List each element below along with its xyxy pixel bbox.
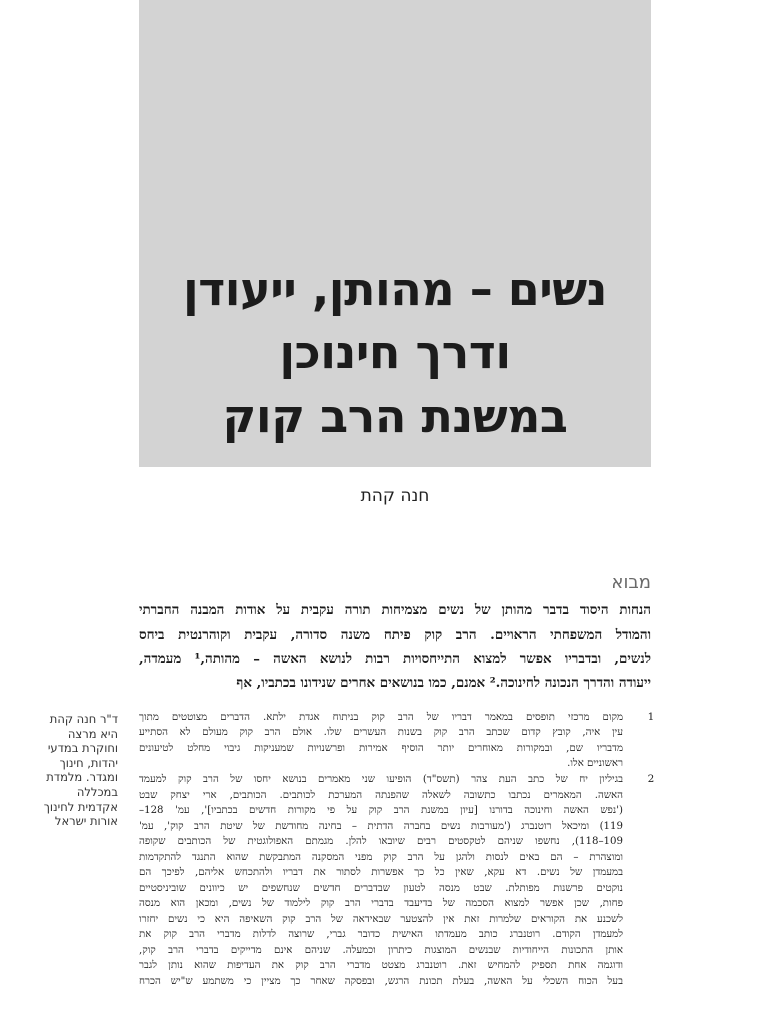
footnote-line: האשה. המאמרים נכתבו כתשובה לשאלה שהפנתה המערכת לכותבים. הכותבים, ארי יצחק שבט (139, 790, 623, 801)
article-title-line-1: נשים – מהותן, ייעודן (182, 262, 608, 316)
bio-line: אורות ישראל (54, 814, 118, 829)
footnote-line: ודוגמה אחת תספיק להמחיש זאת. רוטנברג מצטט מדברי הרב קוק את העדיפות שהוא נותן לגבר (139, 960, 623, 971)
footnote-line: ראשוניים אלו. (567, 758, 623, 769)
footnote-line: 119) ומיכאל רוטנברג ('מעורבות נשים בחברה הדתית – בחינה מחודשת של שיטת הרב קוק', עמ' (139, 821, 623, 832)
author-name: חנה קהת (360, 486, 430, 506)
body-text-line: והמודל המשפחתי הראויים. הרב קוק פיתח משנה סדורה, עקבית וקוהרנטית ביחס (139, 627, 651, 643)
article-title-line-2: ודרך חינוכן (279, 325, 511, 379)
footnote-line: בגיליון יח של כתב העת צהר (תשס"ד) הופיעו שני מאמרים בנושא יחסו של הרב קוק למעמד (139, 774, 623, 785)
footnote-line: פחות, שכן אפשר למצוא הסכמה של בדיעבד בדברי הרב קוק לילמוד של נשים, ומכאן הוא מנסה (139, 898, 623, 909)
footnote-line: מדבריו שם, ובמקורות מאוחרים יותר הוסיף אמירות ופרשנויות שמעניקות גיבוי מחלט לטיעונים (139, 743, 623, 754)
footnote-line: אותן התכונות הייחודיות שבנשים המוצגות כיתרון וכמעלה. שניהם אינם מדייקים בדברי הרב קוק, (139, 945, 623, 956)
footnote-line: ומוצהרת – הם באים לנסות ולהגן על הרב קוק מפני המסקנה המתבקשת שהוא התנגד להתקדמות (139, 852, 623, 863)
footnote-line: 109–118), נחשפו שניהם לטקסטים רבים שיובאו להלן. מגמתם האפולוגטית של הכותבים שקופה (139, 836, 623, 847)
bio-line: אקדמית לחינוך (43, 799, 118, 814)
body-text-line: ייעודה והדרך הנכונה לחינוכה.² אמנם, כמו בנושאים אחרים שנידונו בכתביו, אף (236, 675, 651, 691)
article-title-line-3: במשנת הרב קוק (222, 389, 568, 443)
bio-line: וחוקרת במדעי (47, 741, 118, 756)
footnote-line: למעמדן הקודם. רוטנברג כותב מעמדתו האישית כדובר גברי, שרוצה לדלות מדברי הרב קוק את (139, 929, 623, 940)
footnote-number: 1 (647, 711, 655, 723)
bio-line: ד"ר חנה קהת (49, 712, 118, 726)
footnote-number: 2 (647, 773, 655, 785)
author-bio-sidebar (34, 712, 118, 829)
footnote-line: במעמדן של נשים. דא עקא, שאין כל כך אפשרות לסתור את דבריו ולהתכחש אליהם, לפיכך הם (139, 867, 623, 878)
bio-line: היא מרצה (67, 726, 118, 741)
footnote-line: ('נפש האשה וחינוכה בדורנו [עיון במשנת הרב קוק על פי מקורות חדשים בכתביו]', עמ' 128– (139, 805, 623, 816)
footnote-line: מקום מרכזי תופסים במאמר דבריו של הרב קוק בניתוח אגדת ילתא. הדברים מצוטטים מתוך (139, 712, 623, 723)
body-text-line: לנשים, ובדבריו אפשר למצוא התייחסויות רבות לנושא האשה – מהותה,¹ מעמדה, (139, 651, 652, 667)
footnote-line: נוקטים פרשנות מפותלת. שבט מנסה לטעון שבדברים חדשים שנחשפים יש כיוונים שוביניסטיים (139, 883, 623, 894)
footnote-line: בעל הכוח השכלי על האשה, בעלת תכונת הרגש, ובפסקה שאחר כך מציין כי משתמע ש"יש הכרח (139, 976, 623, 987)
bio-line: יהדות, חינוך (59, 755, 118, 770)
section-heading: מבוא (611, 572, 651, 593)
bio-line: במכללה (76, 784, 118, 799)
footnote-line: עין איה, קובץ קדום שכתב הרב קוק בשנות העשרים שלו. אולם הרב קוק מעולם לא הסתייע (139, 727, 623, 738)
bio-line: ומגדר. מלמדת (46, 770, 118, 785)
footnote-line: לשכנע את הקוראים שלמרות זאת אין להצטער שבאידאה של הרב קוק השאיפה היא כי נשים יחזרו (139, 914, 623, 925)
body-text-line: הנחות היסוד בדבר מהותן של נשים מצמיחות תורה עקבית על אודות המבנה החברתי (139, 602, 651, 618)
title-banner (139, 0, 651, 467)
